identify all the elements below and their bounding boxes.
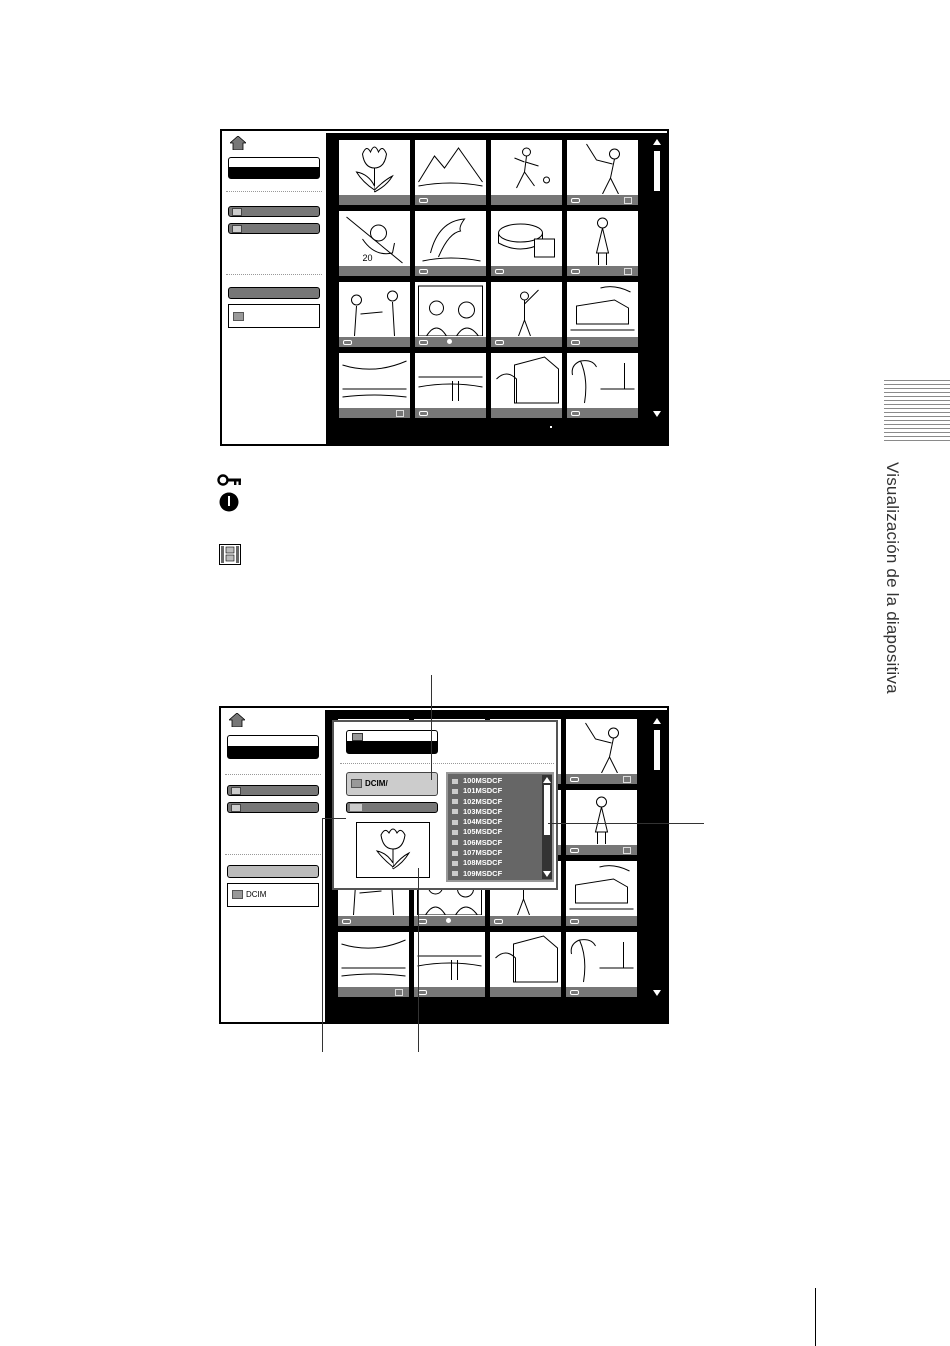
folder-icon [351,779,362,788]
home-icon[interactable] [230,136,246,150]
folder-name: 106MSDCF [463,837,503,847]
thumbnail-info-bar [339,266,410,276]
folder-list[interactable] [446,772,554,882]
catcher-icon [342,213,407,265]
movie-film-icon [396,410,404,417]
thumbnail-info-bar [490,987,561,997]
thumbnail-info-bar [414,987,485,997]
scroll-up-icon[interactable] [653,139,661,145]
folder-name: 100MSDCF [463,776,503,785]
page-number-rule [815,1288,816,1346]
folder-icon [452,820,458,825]
tulip-icon [342,142,407,194]
folder-name: 104MSDCF [463,817,503,827]
thumbnail-info-bar [567,266,638,276]
camera-icon [352,733,363,741]
sort-icon [231,787,241,795]
thumbnail[interactable] [490,352,563,419]
folder-name: 108MSDCF [463,858,503,868]
protect-key-icon [494,919,503,924]
thumbnail-info-bar [566,916,637,926]
thumbnail-info-bar [415,266,486,276]
thumbnail[interactable] [414,139,487,206]
protect-key-icon [419,340,428,345]
scroll-up-icon[interactable] [543,777,551,783]
divider [340,763,554,764]
couple-icon [418,284,483,336]
status-bar-dot [550,426,552,428]
thumbnail[interactable] [338,281,411,348]
mountain-icon [418,142,483,194]
soccer-icon [494,142,559,194]
thumbnail-grid [338,139,639,419]
protect-key-icon [419,269,428,274]
callout-line-folder-up [322,818,323,1052]
movie-film-icon [623,776,631,783]
thumbnail[interactable] [414,210,487,277]
sea-icon [341,934,406,986]
scroll-down-icon[interactable] [543,871,551,877]
camera-button[interactable] [346,730,438,754]
woman-icon [569,792,634,844]
thumbnail-info-bar [491,266,562,276]
scroll-thumb[interactable] [654,151,660,191]
thumbnail[interactable] [338,139,411,206]
thumbnail[interactable] [566,210,639,277]
folder-icon [452,871,458,876]
thumbnail[interactable] [566,352,639,419]
thumbnail-info-bar [415,195,486,205]
sea-icon [342,355,407,407]
protect-key-icon [570,919,579,924]
callout-line-folder-up-h [322,818,346,819]
thumbnail-info-bar [415,408,486,418]
palm-icon [570,355,635,407]
protect-key-icon [571,269,580,274]
folder-icon [452,799,458,804]
folder-list-item[interactable] [452,786,552,796]
baseball-icon [569,721,634,773]
folder-up-button[interactable] [346,802,438,813]
divider [226,191,322,192]
baseball-icon [570,142,635,194]
divider [226,274,322,275]
folder-icon [452,851,458,856]
thumbnail[interactable] [489,931,562,998]
display-button[interactable] [228,157,320,179]
thumbnail[interactable] [414,352,487,419]
folder-name: 101MSDCF [463,786,503,796]
folder-list-item[interactable] [452,838,552,848]
folder-up-icon [350,804,362,811]
thumbnail-info-bar [566,845,637,855]
thumbnail-info-bar [491,408,562,418]
thumbnail-info-bar [339,408,410,418]
boxing-icon [342,284,407,336]
thumbnail[interactable] [414,281,487,348]
scroll-down-icon[interactable] [653,411,661,417]
callout-line-dcim [431,675,432,780]
scrollbar[interactable] [652,716,662,998]
select-button[interactable] [228,223,320,234]
thumbnail-info-bar [339,195,410,205]
sort-icon [232,208,242,216]
left-panel [222,131,326,444]
movie-film-icon [623,847,631,854]
thumbnail-info-bar [339,337,410,347]
folder-icon [232,890,243,899]
thumbnail[interactable] [413,931,486,998]
beach-icon [418,355,483,407]
thumbnail-info-bar [566,774,637,784]
section-tab-stripes [884,380,950,444]
folder-icon [452,840,458,845]
movie-film-icon [219,544,241,565]
protect-key-icon [570,848,579,853]
protect-key-icon [343,340,352,345]
thumbnail-info-bar [567,408,638,418]
movie-film-icon [624,268,632,275]
slideshow-screen-1 [220,129,669,446]
select-icon [231,804,241,812]
section-title: Visualización de la diapositiva [883,462,902,694]
scrollbar[interactable] [652,137,662,419]
dolphin-icon [418,213,483,265]
callout-line-folder-list [548,823,704,824]
divider [225,854,321,855]
home-icon[interactable] [229,713,245,727]
folder-list-item[interactable] [452,848,552,858]
scroll-thumb[interactable] [544,785,550,835]
folder-icon [452,809,458,814]
folder-name: 102MSDCF [463,796,503,806]
thumbnail-info-bar [566,987,637,997]
folder-list-scrollbar[interactable] [542,775,552,879]
thumbnail-info-bar [338,916,409,926]
thumbnail-info-bar [491,337,562,347]
protect-key-icon [571,340,580,345]
display-button[interactable] [227,735,319,759]
thumbnail[interactable] [338,210,411,277]
warning-icon [447,339,452,344]
folder-button[interactable] [228,287,320,299]
beach-icon [417,934,482,986]
thumbnail-info-bar [415,337,486,347]
thumbnail[interactable] [565,931,638,998]
folder-icon [233,312,244,321]
thumbnail[interactable] [338,352,411,419]
protect-key-icon [342,919,351,924]
folder-icon [452,779,458,784]
folder-list-item[interactable] [452,807,552,817]
scroll-up-icon[interactable] [653,718,661,724]
thumbnail-info-bar [338,987,409,997]
folder-list-item[interactable] [452,858,552,868]
thumbnail[interactable] [565,718,638,785]
folder-button[interactable] [227,865,319,878]
svg-text:20: 20 [362,253,373,263]
sort-button[interactable] [228,206,320,217]
movie-film-icon [395,989,403,996]
folder-name: 105MSDCF [463,827,503,837]
current-folder-label: DCIM [246,890,267,899]
thumbnail-info-bar [414,916,485,926]
dcim-folder-button[interactable] [346,772,438,796]
train-icon [569,863,634,915]
callout-line-preview [418,868,419,1052]
sort-button[interactable] [227,785,319,796]
protect-key-icon [570,777,579,782]
protect-key-icon [571,198,580,203]
woman-icon [570,213,635,265]
protect-key-icon [495,340,504,345]
folder-list-item[interactable] [452,827,552,837]
pizza-icon [494,213,559,265]
house-icon [494,355,559,407]
divider [225,774,321,775]
folder-name: 107MSDCF [463,848,503,858]
folder-select-dialog [332,720,558,890]
thumbnail-info-bar [490,916,561,926]
folder-list-item[interactable] [452,797,552,807]
golf-icon [494,284,559,336]
protect-key-icon [419,198,428,203]
folder-name: 103MSDCF [463,806,503,816]
current-folder-box [227,883,319,907]
protect-key-icon [419,411,428,416]
folder-name: 109MSDCF [463,868,503,878]
select-button[interactable] [227,802,319,813]
thumbnail-area [326,133,667,444]
thumbnail[interactable] [490,139,563,206]
movie-film-icon [624,197,632,204]
folder-icon [452,830,458,835]
folder-list-item[interactable] [452,776,552,786]
train-icon [570,284,635,336]
thumbnail[interactable] [490,281,563,348]
scroll-thumb[interactable] [654,730,660,770]
select-icon [232,225,242,233]
thumbnail[interactable] [490,210,563,277]
house-icon [493,934,558,986]
protect-key-icon [418,919,427,924]
protect-key-icon [217,473,243,487]
left-panel [221,708,325,1022]
protect-key-icon [571,411,580,416]
thumbnail[interactable] [566,139,639,206]
current-folder-box [228,304,320,328]
warning-icon [446,918,451,923]
palm-icon [569,934,634,986]
thumbnail[interactable] [565,860,638,927]
thumbnail[interactable] [566,281,639,348]
thumbnail-info-bar [567,195,638,205]
folder-icon [452,789,458,794]
thumbnail[interactable] [337,931,410,998]
thumbnail-info-bar [567,337,638,347]
dcim-label: DCIM/ [365,779,388,788]
folder-list-item[interactable] [452,869,552,879]
folder-list-item[interactable] [452,817,552,827]
protect-key-icon [570,990,579,995]
scroll-down-icon[interactable] [653,990,661,996]
protect-key-icon [418,990,427,995]
warning-icon [219,492,239,512]
protect-key-icon [495,269,504,274]
folder-icon [452,861,458,866]
thumbnail-info-bar [491,195,562,205]
